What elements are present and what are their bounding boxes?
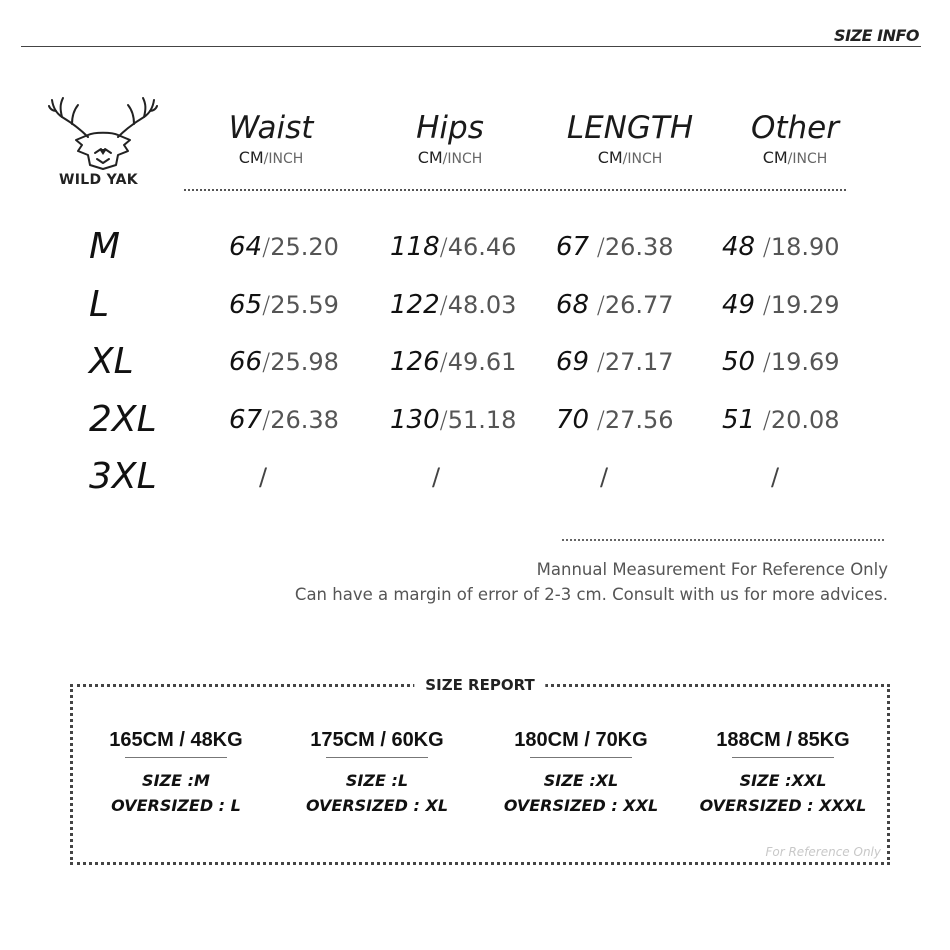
waist-cell-empty: / (259, 463, 268, 491)
profile-size: SIZE :XXL (739, 771, 827, 790)
column-header-length (560, 108, 700, 169)
report-profile (491, 727, 671, 818)
hips-cell: 122/48.03 (390, 290, 517, 320)
profile-divider (125, 757, 227, 758)
profile-body-stats: 175CM / 60KG (310, 729, 444, 751)
size-report-box (70, 676, 890, 865)
length-cell: 68 /26.77 (556, 290, 674, 320)
size-label: 3XL (89, 456, 157, 497)
column-header-hips (391, 108, 509, 169)
profile-oversized: OVERSIZED : XXXL (699, 796, 867, 815)
size-label: XL (89, 341, 134, 382)
column-title: LENGTH (566, 110, 694, 146)
notes-divider (562, 539, 884, 541)
size-label: L (89, 284, 110, 325)
table-row (0, 280, 950, 330)
column-title: Waist (228, 110, 314, 146)
page-title: SIZE INFO (834, 26, 919, 45)
waist-cell: 67/26.38 (229, 405, 339, 435)
profile-divider (530, 757, 632, 758)
hips-cell: 130/51.18 (390, 405, 517, 435)
table-row (0, 395, 950, 445)
size-report-title: SIZE REPORT (414, 676, 545, 694)
other-cell: 48 /18.90 (722, 232, 840, 262)
margin-note: Can have a margin of error of 2-3 cm. Consult with us for more advices. (294, 585, 888, 604)
hips-cell: 118/46.46 (390, 232, 517, 262)
profile-divider (732, 757, 834, 758)
size-label: 2XL (89, 399, 157, 440)
profile-body-stats: 180CM / 70KG (514, 729, 648, 751)
table-row (0, 222, 950, 272)
column-title: Hips (416, 110, 484, 146)
top-rule (21, 46, 921, 47)
column-header-other (738, 108, 852, 169)
other-cell: 50 /19.69 (722, 347, 840, 377)
profile-body-stats: 165CM / 48KG (109, 729, 243, 751)
profile-divider (326, 757, 428, 758)
report-profile (693, 727, 873, 818)
waist-cell: 66/25.98 (229, 347, 339, 377)
other-cell-empty: / (771, 463, 780, 491)
profile-oversized: OVERSIZED : XXL (503, 796, 659, 815)
table-row (0, 337, 950, 387)
report-profile (86, 727, 266, 818)
table-row (0, 452, 950, 502)
column-header-waist (214, 108, 328, 169)
column-unit: CM/INCH (762, 148, 828, 167)
waist-cell: 64/25.20 (229, 232, 339, 262)
length-cell: 69 /27.17 (556, 347, 674, 377)
brand-logo (48, 95, 158, 190)
hips-cell: 126/49.61 (390, 347, 517, 377)
column-title: Other (750, 110, 840, 146)
column-unit: CM/INCH (238, 148, 304, 167)
length-cell: 70 /27.56 (556, 405, 674, 435)
size-label: M (89, 226, 121, 267)
profile-oversized: OVERSIZED : XL (305, 796, 449, 815)
length-cell: 67 /26.38 (556, 232, 674, 262)
column-unit: CM/INCH (417, 148, 483, 167)
report-footnote: For Reference Only (765, 845, 881, 859)
profile-oversized: OVERSIZED : L (111, 796, 241, 815)
length-cell-empty: / (600, 463, 609, 491)
other-cell: 49 /19.29 (722, 290, 840, 320)
profile-size: SIZE :M (142, 771, 210, 790)
report-profile (287, 727, 467, 818)
profile-body-stats: 188CM / 85KG (716, 729, 850, 751)
profile-size: SIZE :XL (543, 771, 619, 790)
waist-cell: 65/25.59 (229, 290, 339, 320)
hips-cell-empty: / (432, 463, 441, 491)
yak-head-antlers-icon (48, 95, 158, 175)
other-cell: 51 /20.08 (722, 405, 840, 435)
profile-size: SIZE :L (345, 771, 409, 790)
brand-name: WILD YAK (59, 172, 138, 188)
header-divider (184, 189, 846, 191)
column-unit: CM/INCH (597, 148, 663, 167)
measurement-note: Mannual Measurement For Reference Only (536, 560, 888, 579)
